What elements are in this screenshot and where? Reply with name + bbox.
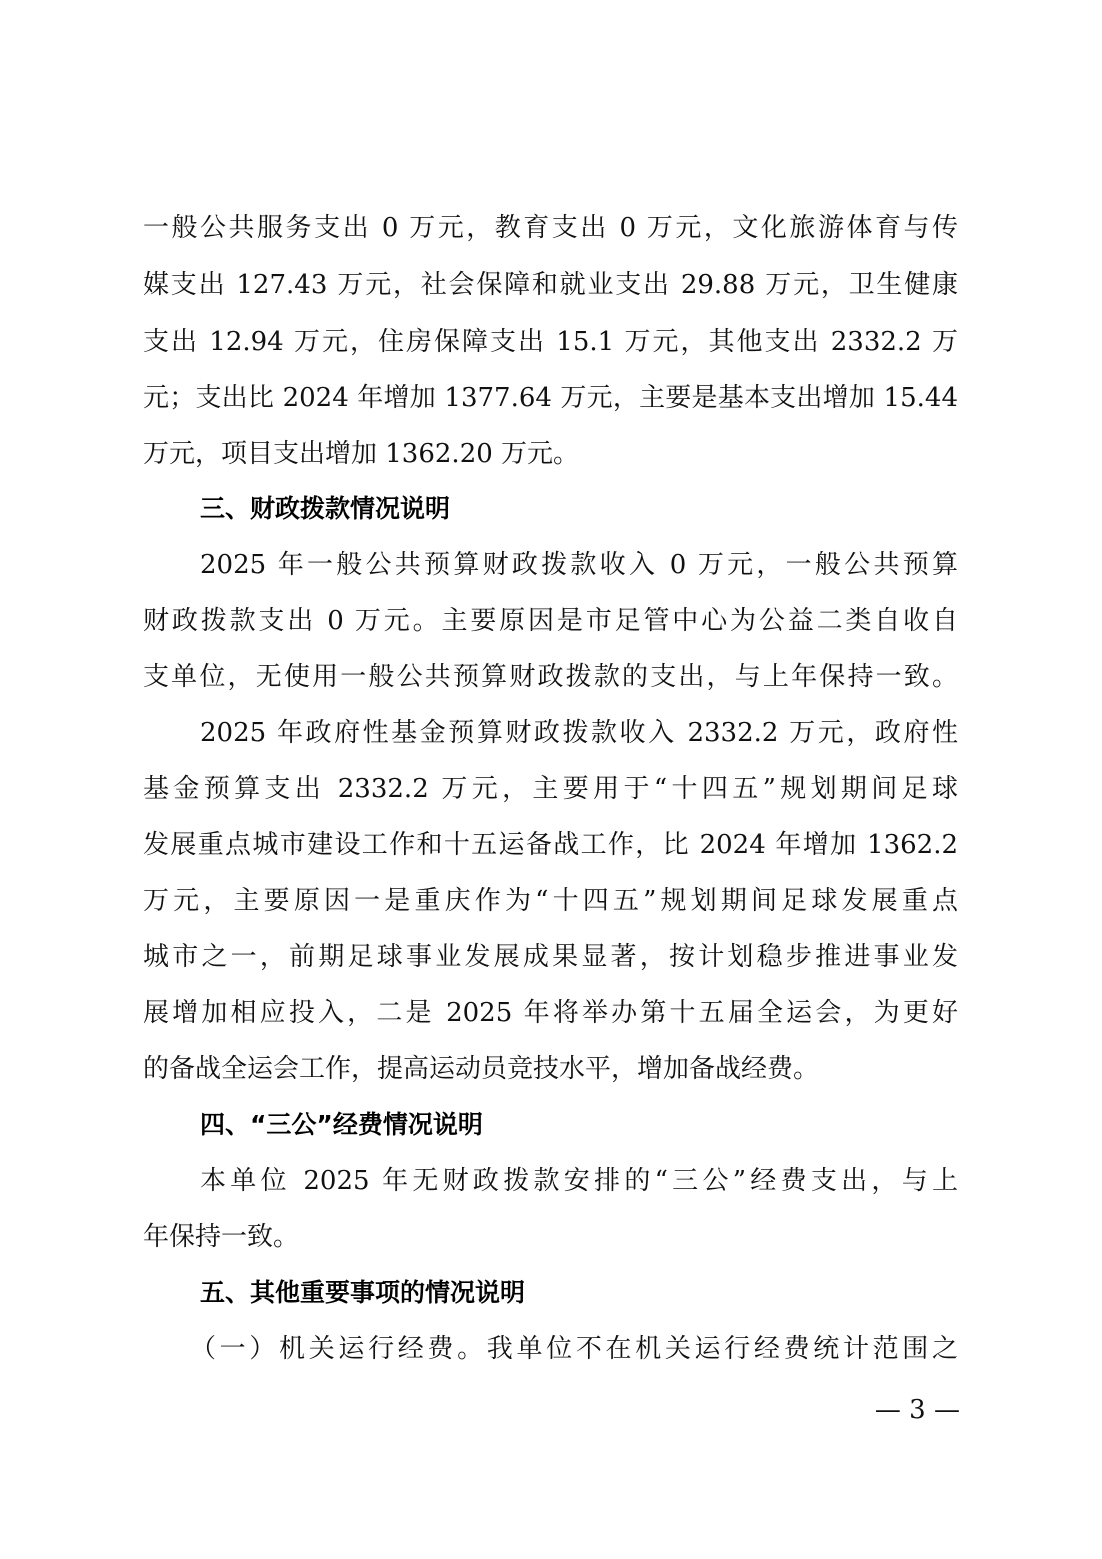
body-text-line: 年保持一致。 [143,1222,300,1252]
body-text-line: 展增加相应投入，二是 2025 年将举办第十五届全运会，为更好 [143,998,958,1028]
section-heading-3: 三、财政拨款情况说明 [200,494,451,523]
body-text-line: 一般公共服务支出 0 万元，教育支出 0 万元，文化旅游体育与传 [143,213,958,243]
body-text-line: 2025 年政府性基金预算财政拨款收入 2332.2 万元，政府性 [200,718,958,748]
body-text-line: 万元，项目支出增加 1362.20 万元。 [143,439,580,469]
body-text-line: 支出 12.94 万元，住房保障支出 15.1 万元，其他支出 2332.2 万 [143,327,958,357]
body-text-line: 财政拨款支出 0 万元。主要原因是市足管中心为公益二类自收自 [143,606,958,636]
body-text-line: 城市之一，前期足球事业发展成果显著，按计划稳步推进事业发 [143,942,958,972]
body-text-line: （一）机关运行经费。我单位不在机关运行经费统计范围之 [190,1334,958,1364]
section-heading-4: 四、“三公”经费情况说明 [200,1110,483,1139]
body-text-line: 支单位，无使用一般公共预算财政拨款的支出，与上年保持一致。 [143,662,958,692]
section-heading-5: 五、其他重要事项的情况说明 [200,1278,526,1307]
body-text-line: 元；支出比 2024 年增加 1377.64 万元，主要是基本支出增加 15.44 [143,383,958,413]
body-text-line: 发展重点城市建设工作和十五运备战工作，比 2024 年增加 1362.2 [143,830,958,860]
body-text-line: 基金预算支出 2332.2 万元，主要用于“十四五”规划期间足球 [143,774,958,804]
body-text-line: 万元，主要原因一是重庆作为“十四五”规划期间足球发展重点 [143,886,958,916]
body-text-line: 2025 年一般公共预算财政拨款收入 0 万元，一般公共预算 [200,550,958,580]
body-text-line: 本单位 2025 年无财政拨款安排的“三公”经费支出，与上 [200,1166,958,1196]
body-text-line: 媒支出 127.43 万元，社会保障和就业支出 29.88 万元，卫生健康 [143,270,958,300]
page-number: — 3 — [874,1395,960,1425]
body-text-line: 的备战全运会工作，提高运动员竞技水平，增加备战经费。 [143,1054,820,1084]
